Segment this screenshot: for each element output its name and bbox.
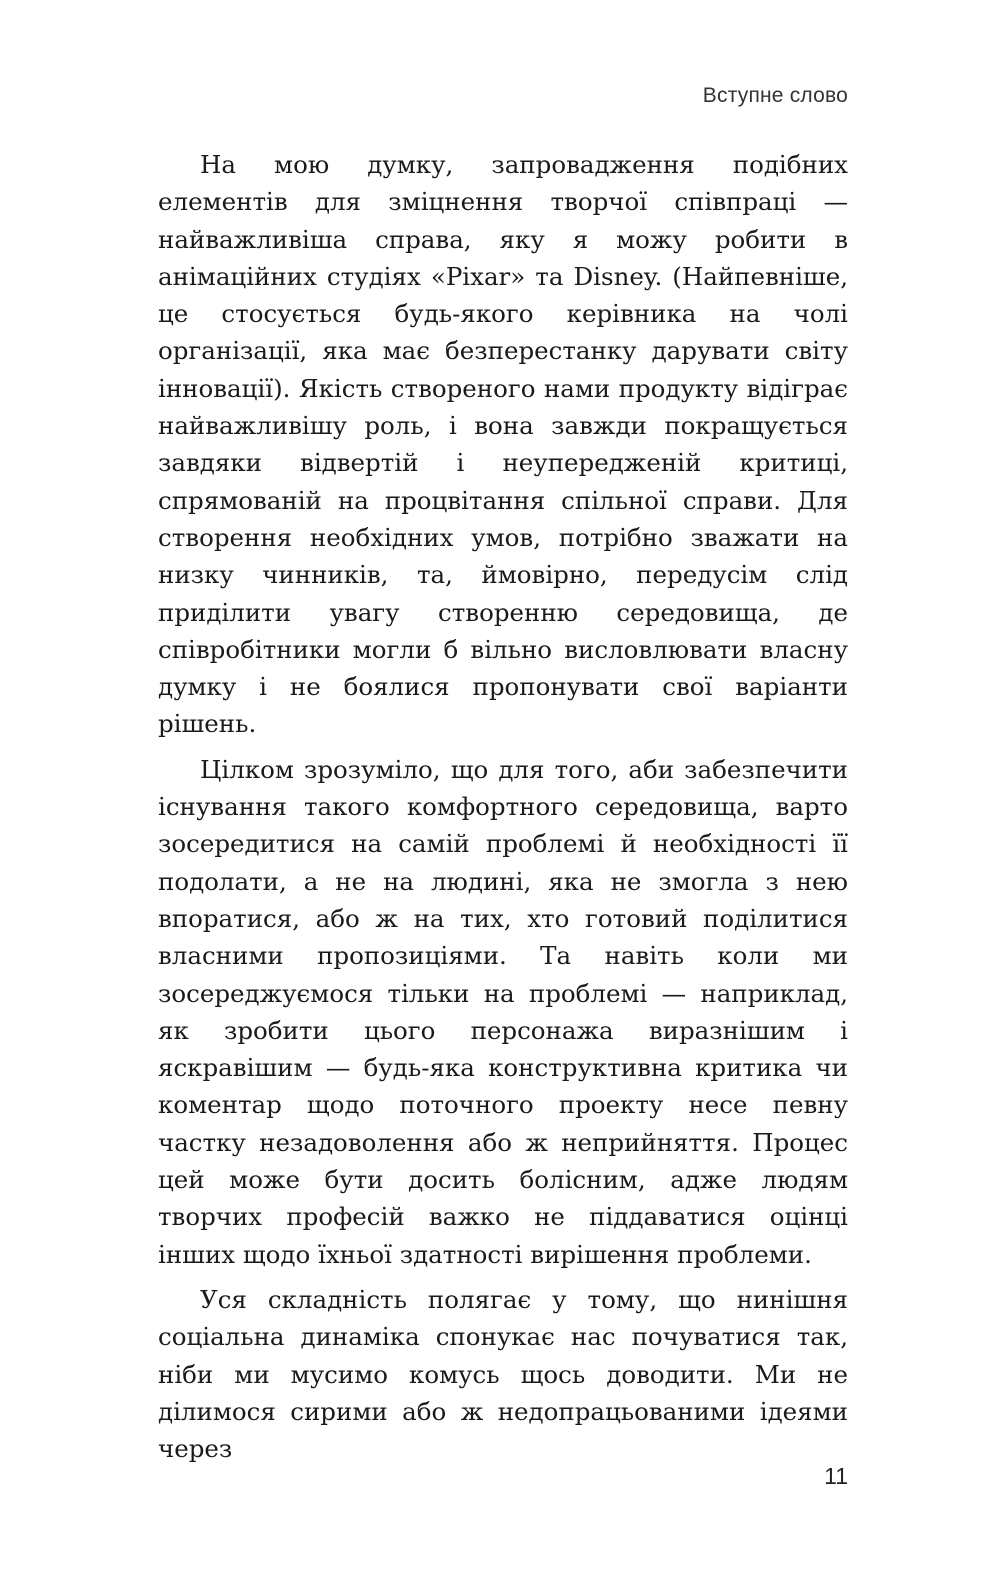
paragraph-3: Уся складність полягає у тому, що нинішня соціальна динаміка спонукає нас почуватися так, ніби ми мусимо комусь щось доводити. Ми не ділимося сирими або ж недопрацьованими ідеями через xyxy=(158,1284,848,1464)
paragraph-1: На мою думку, запровадження подібних елементів для зміцнення творчої співпраці — найважливіша справа, яку я можу робити в анімаційних студіях «Pixar» та Disney. (Найпевніше, це стосується будь-якого керівника на чолі організації, яка має безперестанку дарувати світу інновації). Якість створеного нами продукту відіграє найважливішу роль, і вона завжди покращується завдяки відвертій і неупередженій критиці, спрямованій на процвітання спільної справи. Для створення необхідних умов, потрібно зважати на низку чинників, та, ймовірно, передусім слід приділити увагу створенню середовища, де співробітники могли б вільно висловлювати власну думку і не боялися пропонувати свої варіанти рішень. xyxy=(158,150,848,739)
running-head: Вступне слово xyxy=(702,84,848,107)
page-number: 11 xyxy=(824,1463,848,1489)
body-text xyxy=(158,146,848,1475)
paragraph-2: Цілком зрозуміло, що для того, аби забезпечити існування такого комфортного середовища, варто зосередитися на самій проблемі й необхідності її подолати, а не на людині, яка не змогла з нею впоратися, або ж на тих, хто готовий поділитися власними пропозиціями. Та навіть коли ми зосереджуємося тільки на проблемі — наприклад, як зробити цього персонажа виразнішим і яскравішим — будь-яка конструктивна критика чи коментар щодо поточного проекту несе певну частку незадоволення або ж неприйняття. Процес цей може бути досить болісним, адже людям творчих професій важко не піддаватися оцінці інших щодо їхньої здатності вирішення проблеми. xyxy=(158,754,848,1269)
